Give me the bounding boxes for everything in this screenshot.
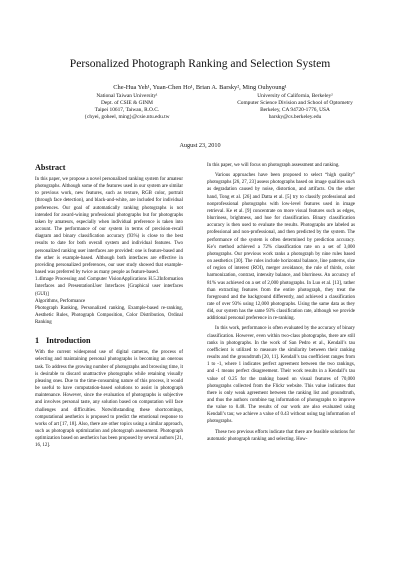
affiliation-line: Berkeley, CA 94720-1776, USA xyxy=(260,107,330,113)
affiliation-line: University of California, Berkeley² xyxy=(257,93,333,99)
affiliation-line: National Taiwan University¹ xyxy=(96,93,158,99)
introduction-heading xyxy=(35,335,183,346)
section-title: Introduction xyxy=(46,336,91,346)
introduction-paragraph: With the current widespread use of digital cameras, the process of selecting and maintaining personal photographs is becoming an onerous task. To address the growing number of photographs and browsing time, it is desirable to discard unattractive photographs while retaining visually pleasing ones. Due to the time-consuming nature of this process, it would be useful to have computation-based solutions to assist in photograph maintenance. However, since the evaluation of photographs is subjective and involves personal taste, any solution based on computation will face challenges and difficulties. Notwithstanding these shortcomings, computational aesthetics is proposed to predict the emotional response to works of art [17, 18]. Also, there are other topics using a similar approach, such as photograph optimization and photograph assessment. Photograph optimization based on aesthetics has been proposed by several authors [21, 16, 12]. xyxy=(35,350,183,449)
left-column xyxy=(35,162,183,449)
right-column xyxy=(207,162,355,443)
affiliation-email: barsky@cs.berkeley.edu xyxy=(268,114,322,120)
affiliation-berkeley xyxy=(226,93,364,121)
author-list: Che-Hua Yeh¹, Yuan-Chen Ho¹, Brian A. Barsky², Ming Ouhyoung¹ xyxy=(113,84,287,91)
paper-title: Personalized Photograph Ranking and Selection System xyxy=(69,57,331,70)
body-paragraph: Various approaches have been proposed to select “high quality” photographs [26, 27, 23] assess photographs based on image qualities such as degradation caused by noise, distortion, and artifacts. On the other hand, Tong et al. [26] and Datta et al. [5] try to classify professional and nonprofessional photographs with low-level features used in image retrieval. Ke et al. [9] concentrate on more visual features such as edges, blurriness, brightness, and hue for classification. Binary classification accuracy is then used to evaluate the results. Photographs are labeled as professional and non-professional, and then predicted by the system. The performance of the system is often determined by prediction accuracy. Ke’s method achieved a 72% classification rate on a set of 3,000 photographs. Our previous work ranks a photograph by nine rules based on aesthetics [30]. The rules include horizontal balance, line patterns, size of region of interest (ROI), merger avoidance, the rule of thirds, color harmonization, contrast, intensity balance, and blurriness. An accuracy of 81% was achieved on a set of 2,000 photographs. In Luo et al. [13], rather than extracting features from the entire photograph, they treat the foreground and the background differently, and achieved a classification rate of over 93% using 12,000 photographs. Using the same data as they did, our system has the same 93% classification rate, although we provide additional personal preference in re-ranking. xyxy=(207,173,355,322)
acm-categories: 1.4Image Processing and Computer VisionApplications H.5.2Information Interfaces and PresentationUser Interfaces [Graphical user interfaces (GUI)] xyxy=(35,277,183,297)
body-paragraph: These two previous efforts indicate that there are feasible solutions for automatic photograph ranking and selecting. How- xyxy=(207,429,355,442)
affiliation-ntu xyxy=(72,93,182,121)
affiliation-line: Computer Science Division and School of Optometry xyxy=(237,100,353,106)
affiliation-email: {chyei, goheel, ming}@csie.ntu.edu.tw xyxy=(84,114,170,120)
body-paragraph: In this paper, we will focus on photograph assessment and ranking. xyxy=(207,163,340,168)
affiliation-line: Dept. of CSIE & GINM xyxy=(101,100,153,106)
keywords: Photograph Ranking, Personalized ranking, Example-based re-ranking, Aesthetic Rules, Photograph Composition, Color Distribution, Ordinal Ranking xyxy=(35,305,183,326)
affiliation-line: Taipei 10617, Taiwan, R.O.C. xyxy=(94,107,160,113)
abstract-paragraph: In this paper, we propose a novel personalized ranking system for amateur photographs. Although some of the features used in our system are similar to previous work, new features, such as texture, RGB color, portrait (through face detection), and black-and-white, are included for individual preferences. Our goal of automatically ranking photographs is not intended for award-wining professional photographs but for photographs taken by amateurs, especially when individual preference is taken into account. The performance of our system in terms of precision-recall diagram and binary classification accuracy (93%) is close to the best results to date for both overall system and individual features. Two personalized ranking user interfaces are provided: one is feature-based and the other is example-based. Although both interfaces are effective in providing personalized preferences, our user study showed that example-based was preferred by twice as many people as feature-based. xyxy=(35,177,183,276)
body-paragraph: In this work, performance is often evaluated by the accuracy of binary classification. However, even within two-class photographs, there are still ranks in photographs. In the work of San Pedro et al., Kendall’s tau coefficient is utilized to measure the similarity between their ranking results and the groundtruth [20, 11]. Kendall’s tau coefficient ranges from 1 to -1, where 1 indicates perfect agreement between the two rankings, and -1 means perfect disagreement. Their work results in a Kendall’s tau value of 0.25 for the ranking based on visual features of 70,000 photographs collected from the Flickr website. This value indicates that there is only weak agreement between the ranking list and groundtruth, and thus the authors combine tag information of photographs to improve the value to 0.48. The results of our work are also evaluated using Kendall’s tau; we achieve a value of 0.43 without using tag information of photographs. xyxy=(207,326,355,425)
general-terms: Algorithms, Performance xyxy=(35,298,86,304)
section-number: 1 xyxy=(35,336,40,346)
abstract-heading: Abstract xyxy=(35,163,66,172)
paper-date: August 23, 2010 xyxy=(179,142,221,149)
